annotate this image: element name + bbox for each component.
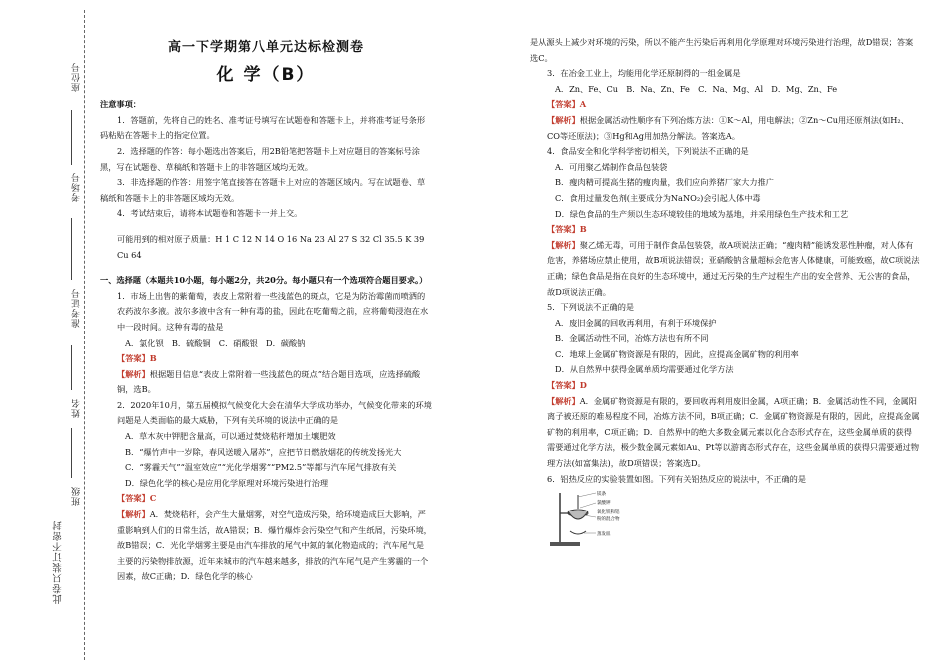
analysis bbox=[530, 113, 920, 144]
option-c: C．“雾霾天气”“温室效应”“光化学烟雾”“PM2.5”等都与汽车尾气排放有关 bbox=[125, 462, 397, 473]
q2-analysis-continued: 是从源头上减少对环境的污染，所以不能产生污染后再利用化学原理对环境污染进行治理，故D错误；答案选C。 bbox=[530, 37, 914, 63]
exam-title: 高一下学期第八单元达标检测卷 bbox=[167, 40, 364, 55]
analysis-tag: 【解析】 bbox=[117, 368, 150, 379]
analysis-text: A．金属矿物资源是有限的，要回收再利用废旧金属，A项正确；B．金属活动性不同，金属阳离子被还原的难易程度不同，冶炼方法不同，B项正确；C．金属矿物资源是有限的，因此，应提高金属矿物的利用率，C项正确；D．自然界中的绝大多数金属元素以化合态形式存在，这些金属单质的获得需要通过化学方法，极少数金属元素如Au、Pt等以游离态形式存在，这些金属单质的获得只需要通过物理方法(如富集法)，故D项错误；答案选D。 bbox=[547, 395, 920, 469]
analysis-tag: 【解析】 bbox=[547, 239, 580, 250]
notice-item: 2．选择题的作答：每小题选出答案后，用2B铅笔把答题卡上对应题目的答案标号涂黑，写在试题卷、草稿纸和答题卡上的非答题区域均无效。 bbox=[100, 145, 420, 172]
diagram-label: 氯酸钾 bbox=[597, 501, 611, 507]
question-3 bbox=[530, 66, 920, 144]
left-column bbox=[100, 0, 432, 585]
thermite-apparatus-diagram bbox=[548, 487, 638, 547]
analysis-tag: 【解析】 bbox=[117, 509, 150, 520]
analysis bbox=[530, 238, 920, 300]
option-c: C．地球上金属矿物资源是有限的，因此，应提高金属矿物的利用率 bbox=[555, 348, 799, 359]
answer-tag: 【答案】 bbox=[547, 99, 580, 110]
question-stem: 5．下列说法不正确的是 bbox=[547, 302, 635, 313]
option-a: A．草木灰中钾肥含量高，可以通过焚烧秸秆增加土壤肥效 bbox=[125, 431, 336, 442]
answer-value: B bbox=[149, 353, 157, 364]
question-2 bbox=[100, 398, 432, 585]
answer-line bbox=[100, 491, 432, 507]
question-stem: 6．铝热反应的实验装置如图。下列有关铝热反应的说法中，不正确的是 bbox=[547, 473, 807, 484]
answer-value: B bbox=[579, 224, 587, 235]
option-d: D．绿色化学的核心是应用化学原理对环境污染进行治理 bbox=[125, 477, 329, 488]
section-heading: 一、选择题（本题共10小题，每小题2分，共20分。每小题只有一个选项符合题目要求。） bbox=[100, 275, 428, 286]
notice-heading: 注意事项： bbox=[100, 99, 141, 110]
diagram-label: 粉的混合物 bbox=[597, 517, 620, 523]
option-b: B．金属活动性不同，冶炼方法也有所不同 bbox=[555, 333, 709, 344]
option-b: B．瘦肉精可提高生猪的瘦肉量，我们应向养猪厂家大力推广 bbox=[555, 177, 774, 188]
question-options: A．Zn、Fe、Cu B．Na、Zn、Fe C．Na、Mg、Al D．Mg、Zn、Fe bbox=[555, 83, 838, 94]
apparatus-drawing bbox=[548, 487, 638, 547]
seat-number-label: 座位号 bbox=[72, 62, 82, 92]
option-c: C．食用过量发色剂(主要成分为NaNO₂)会引起人体中毒 bbox=[555, 192, 761, 203]
diagram-label: 蒸发皿 bbox=[597, 532, 611, 538]
question-stem: 1．市场上出售的紫葡萄，表皮上常附着一些浅蓝色的斑点，它是为防治霉菌而喷洒的农药波尔多液。波尔多液中含有一种有毒的盐，因此在吃葡萄之前，应将葡萄浸泡在水中一段时间。这种有毒的盐是 bbox=[117, 290, 429, 332]
class-label: 班级 bbox=[72, 486, 82, 506]
analysis bbox=[530, 394, 920, 472]
question-options: A．氯化钡 B．硫酸铜 C．硝酸银 D．碳酸钠 bbox=[125, 337, 306, 348]
question-1 bbox=[100, 289, 432, 398]
analysis-text: 聚乙烯无毒，可用于制作食品包装袋，故A项说法正确；“瘦肉精”能诱发恶性肿瘤，对人体有危害，养猪场应禁止使用，故B项说法错误；亚硝酸钠含量超标会危害人体健康，可能致癌，故C项说法正确；绿色食品是指在良好的生态环境中，通过无污染的生产过程生产出的安全营养、无公害的食品，故D项说法正确。 bbox=[547, 239, 920, 297]
question-stem: 4．食品安全和化学科学密切相关，下列说法不正确的是 bbox=[547, 146, 749, 157]
answer-value: A bbox=[579, 99, 587, 110]
analysis-text: 根据题目信息“表皮上常附着一些浅蓝色的斑点”结合题目选项，应选择硫酸铜，选B。 bbox=[117, 368, 421, 395]
name-line bbox=[71, 428, 72, 478]
diagram-label: 镁条 bbox=[597, 492, 606, 498]
answer-line bbox=[530, 222, 920, 238]
question-stem: 3．在冶金工业上，均能用化学还原制得的一组金属是 bbox=[547, 68, 741, 79]
analysis bbox=[100, 507, 432, 585]
notice-item: 4．考试结束后，请将本试题卷和答题卡一并上交。 bbox=[117, 208, 303, 219]
answer-line bbox=[530, 97, 920, 113]
analysis-tag: 【解析】 bbox=[547, 395, 580, 406]
binding-sidebar bbox=[0, 0, 100, 672]
option-b: B．“爆竹声中一岁除，春风送暖入屠苏”，应把节日燃放烟花的传统发扬光大 bbox=[125, 446, 402, 457]
option-d: D．绿色食品的生产须以生态环境较佳的地域为基地，并采用绿色生产技术和工艺 bbox=[555, 208, 849, 219]
option-a: A．废旧金属的回收再利用，有利于环境保护 bbox=[555, 317, 717, 328]
answer-line bbox=[100, 351, 432, 367]
exam-room-line bbox=[71, 218, 72, 280]
atomic-masses: 可能用到的相对原子质量：H 1 C 12 N 14 O 16 Na 23 Al 27 S 32 Cl 35.5 K 39 Cu 64 bbox=[117, 233, 425, 260]
option-d: D．从自然界中获得金属单质均需要通过化学方法 bbox=[555, 364, 734, 375]
notice-item: 3．非选择题的作答：用签字笔直接答在答题卡上对应的答题区域内。写在试题卷、草稿纸和答题卡上的非答题区域均无效。 bbox=[100, 177, 426, 203]
admission-number-line bbox=[71, 345, 72, 390]
seal-notice: 此卷只装订不密封 bbox=[53, 520, 64, 604]
binding-dashed-line bbox=[84, 10, 85, 660]
answer-tag: 【答案】 bbox=[117, 493, 150, 504]
analysis-text: 根据金属活动性顺序有下列冶炼方法：①K～Al，用电解法；②Zn～Cu用还原剂法(如H₂、CO等还原法)；③Hg和Ag用加热分解法。答案选A。 bbox=[547, 114, 909, 141]
answer-line bbox=[530, 378, 920, 394]
exam-subtitle: 化 学（B） bbox=[216, 64, 316, 85]
notice-item: 1．答题前，先将自己的姓名、准考证号填写在试题卷和答题卡上，并将准考证号条形码粘贴在答题卡上的指定位置。 bbox=[100, 114, 426, 141]
question-4 bbox=[530, 144, 920, 300]
answer-tag: 【答案】 bbox=[547, 380, 580, 391]
name-label: 姓名 bbox=[72, 398, 82, 418]
seat-number-line bbox=[71, 110, 72, 165]
analysis bbox=[100, 367, 432, 398]
analysis-tag: 【解析】 bbox=[547, 114, 580, 125]
diagram-label: 氧化铁和铝 bbox=[597, 510, 620, 516]
question-stem: 2．2020年10月，第五届模拟气候变化大会在清华大学成功举办，气候变化带来的环境问题是人类面临的最大威胁，下列有关环境的说法中正确的是 bbox=[117, 399, 432, 426]
admission-number-label: 准考证号 bbox=[72, 288, 82, 328]
option-a: A．可用聚乙烯制作食品包装袋 bbox=[555, 161, 668, 172]
exam-room-label: 考场号 bbox=[72, 172, 82, 202]
right-column bbox=[530, 35, 920, 547]
question-5 bbox=[530, 300, 920, 472]
analysis-text: A．焚烧秸秆，会产生大量烟雾，对空气造成污染，给环境造成巨大影响，严重影响到人们的日常生活，故A错误；B．爆竹爆炸会污染空气和产生纸屑，污染环境，故B错误；C．光化学烟雾主要是由汽车排放的尾气中氮的氧化物造成的；汽车尾气是主要的污染物排放源，近年来城市的汽车越来越多，排放的汽车尾气是产生雾霾的一个因素，故C正确；D．绿色化学的核心 bbox=[117, 509, 432, 582]
question-6 bbox=[530, 472, 920, 548]
answer-value: D bbox=[579, 380, 587, 391]
answer-tag: 【答案】 bbox=[547, 224, 580, 235]
answer-value: C bbox=[149, 493, 157, 504]
answer-tag: 【答案】 bbox=[117, 353, 150, 364]
